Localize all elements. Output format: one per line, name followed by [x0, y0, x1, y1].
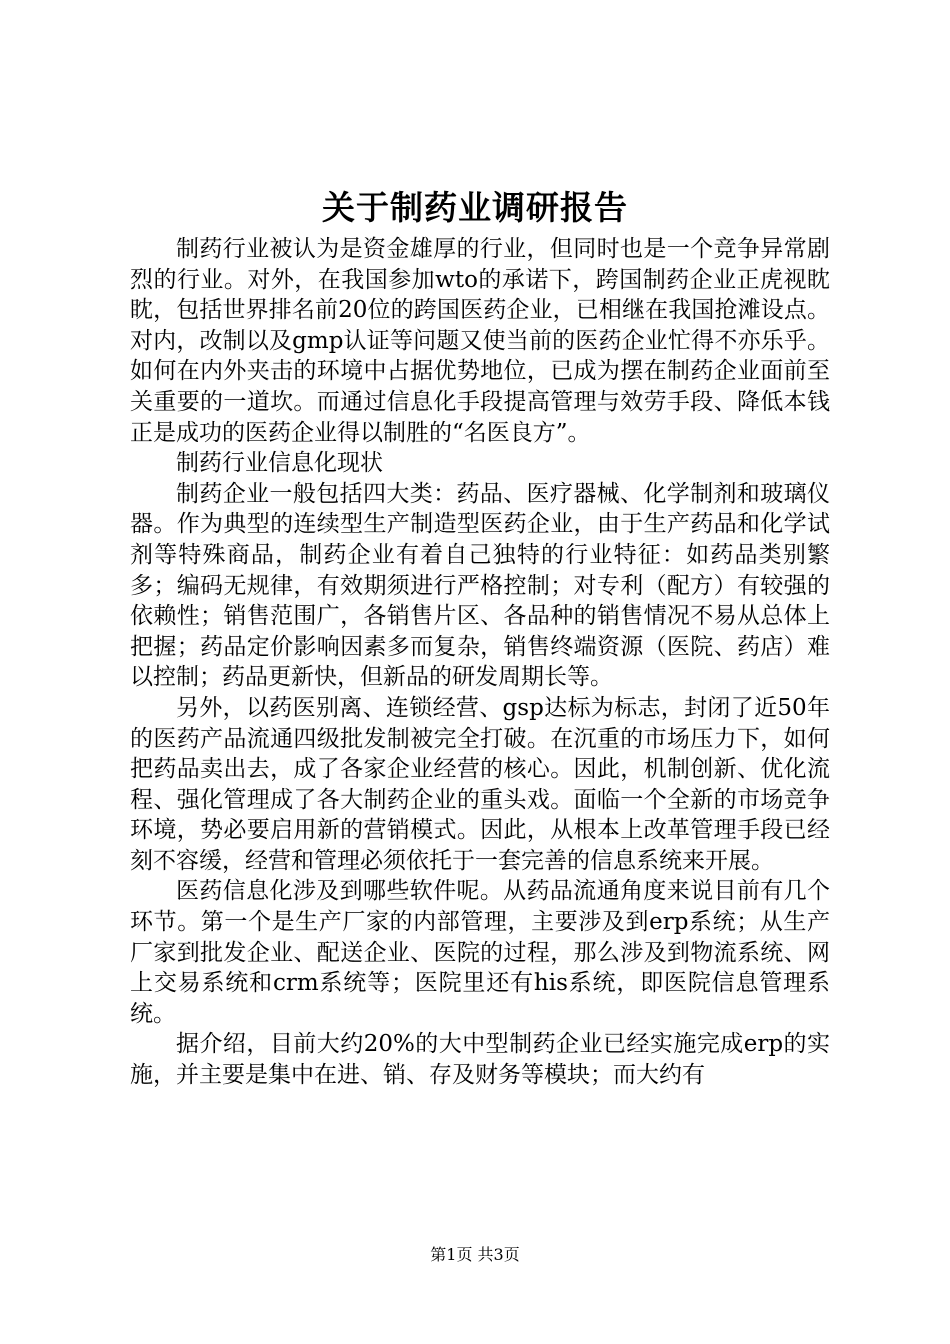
paragraph-software: 医药信息化涉及到哪些软件呢。从药品流通角度来说目前有几个环节。第一个是生产厂家的内部管理，主要涉及到erp系统；从生产厂家到批发企业、配送企业、医院的过程，那么涉及到物流系统、网上交易系统和crm系统等；医院里还有his系统，即医院信息管理系统。: [130, 878, 830, 1027]
paragraph-market-pressure: 另外，以药医别离、连锁经营、gsp达标为标志，封闭了近50年的医药产品流通四级批发制被完全打破。在沉重的市场压力下，如何把药品卖出去，成了各家企业经营的核心。因此，机制创新、优化流程、强化管理成了各大制药企业的重头戏。面临一个全新的市场竞争环境，势必要启用新的营销模式。因此，从根本上改革管理手段已经刻不容缓，经营和管理必须依托于一套完善的信息系统来开展。: [130, 694, 830, 874]
paragraph-intro: 制药行业被认为是资金雄厚的行业，但同时也是一个竞争异常剧烈的行业。对外，在我国参加wto的承诺下，跨国制药企业正虎视眈眈，包括世界排名前20位的跨国医药企业，已相继在我国抢滩设点。对内，改制以及gmp认证等问题又使当前的医药企业忙得不亦乐乎。如何在内外夹击的环境中占据优势地位，已成为摆在制药企业面前至关重要的一道坎。而通过信息化手段提高管理与效劳手段、降低本钱正是成功的医药企业得以制胜的“名医良方”。: [130, 236, 830, 446]
page-footer: 第1页 共3页: [430, 1245, 520, 1264]
section-heading: 制药行业信息化现状: [176, 450, 383, 477]
document-title: 关于制药业调研报告: [322, 188, 628, 227]
document-body: [130, 234, 830, 1091]
paragraph-erp-status: 据介绍，目前大约20%的大中型制药企业已经实施完成erp的实施，并主要是集中在进、销、存及财务等模块；而大约有: [130, 1031, 830, 1089]
paragraph-industry-features: 制药企业一般包括四大类：药品、医疗器械、化学制剂和玻璃仪器。作为典型的连续型生产制造型医药企业，由于生产药品和化学试剂等特殊商品，制药企业有着自己独特的行业特征：如药品类别繁多；编码无规律，有效期须进行严格控制；对专利（配方）有较强的依赖性；销售范围广，各销售片区、各品种的销售情况不易从总体上把握；药品定价影响因素多而复杂，销售终端资源（医院、药店）难以控制；药品更新快，但新品的研发周期长等。: [130, 480, 830, 691]
